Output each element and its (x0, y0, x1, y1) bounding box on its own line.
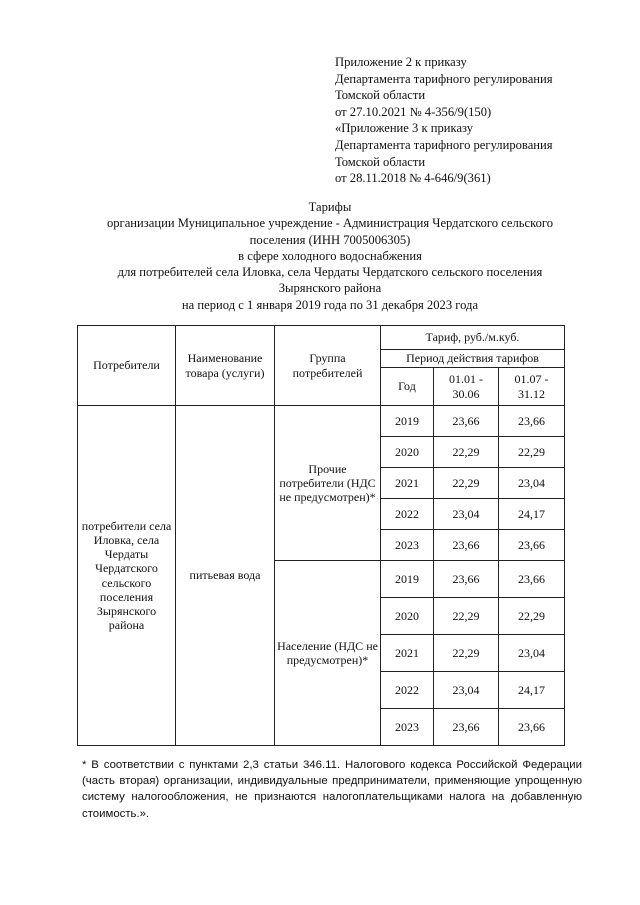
year-cell: 2022 (381, 499, 434, 530)
year-cell: 2020 (381, 598, 434, 635)
year-cell: 2022 (381, 672, 434, 709)
header-product: Наименование товара (услуги) (176, 326, 275, 406)
group-cell: Население (НДС не предусмотрен)* (275, 561, 381, 746)
year-cell: 2023 (381, 709, 434, 746)
tariff-cell: 23,04 (499, 468, 565, 499)
tariff-cell: 23,66 (499, 709, 565, 746)
annex-line: Томской области (335, 154, 426, 169)
annex-line: от 27.10.2021 № 4-356/9(150) (335, 104, 492, 119)
tariff-cell: 22,29 (499, 598, 565, 635)
annex-line: от 28.11.2018 № 4-646/9(361) (335, 171, 491, 186)
year-cell: 2020 (381, 437, 434, 468)
year-cell: 2021 (381, 468, 434, 499)
tariff-cell: 22,29 (434, 635, 499, 672)
group-cell: Прочие потребители (НДС не предусмотрен)* (275, 406, 381, 561)
tariff-cell: 22,29 (434, 468, 499, 499)
tariff-cell: 23,04 (434, 499, 499, 530)
tariff-cell: 22,29 (499, 437, 565, 468)
heading-line: поселения (ИНН 7005006305) (249, 232, 411, 247)
heading-line: на период с 1 января 2019 года по 31 декабря 2023 года (181, 297, 479, 312)
product-cell: питьевая вода (176, 406, 275, 746)
table-row (78, 406, 565, 437)
tariff-table (77, 325, 565, 746)
tariff-cell: 23,66 (434, 530, 499, 561)
header-consumers: Потребители (78, 326, 176, 406)
tariff-cell: 23,66 (434, 709, 499, 746)
document-heading (60, 199, 600, 313)
tariff-cell: 23,66 (499, 561, 565, 598)
annex-reference (335, 54, 625, 187)
annex-line: Департамента тарифного регулирования (335, 71, 553, 86)
annex-line: Департамента тарифного регулирования (335, 137, 553, 152)
tariff-cell: 23,66 (499, 530, 565, 561)
tariff-cell: 24,17 (499, 672, 565, 709)
footnote: * В соответствии с пунктами 2,3 статьи 346.11. Налогового кодекса Российской Федерации (часть вторая) организации, индивидуальные предприниматели, применяющие упрощенную систему налогообложения, не признаются налогоплательщиками налога на добавленную стоимость.». (82, 759, 582, 820)
document-title: Тарифы (308, 200, 352, 214)
header-group: Группа потребителей (275, 326, 381, 406)
year-cell: 2019 (381, 406, 434, 437)
header-half1: 01.01 - 30.06 (434, 368, 499, 406)
header-tariff: Тариф, руб./м.куб. (381, 326, 565, 350)
annex-line: Томской области (335, 88, 426, 103)
consumers-cell: потребители села Иловка, села Чердаты Чердатского сельского поселения Зырянского района (78, 406, 176, 746)
tariff-cell: 22,29 (434, 598, 499, 635)
year-cell: 2021 (381, 635, 434, 672)
tariff-cell: 23,66 (434, 406, 499, 437)
heading-line: Зырянского района (278, 281, 382, 296)
tariff-cell: 23,04 (499, 635, 565, 672)
year-cell: 2023 (381, 530, 434, 561)
annex-line: Приложение 2 к приказу (335, 55, 467, 69)
year-cell: 2019 (381, 561, 434, 598)
heading-line: в сфере холодного водоснабжения (238, 248, 422, 263)
tariff-cell: 23,04 (434, 672, 499, 709)
tariff-cell: 22,29 (434, 437, 499, 468)
tariff-cell: 23,66 (499, 406, 565, 437)
heading-line: организации Муниципальное учреждение - Администрация Чердатского сельского (106, 216, 554, 231)
header-year: Год (381, 368, 434, 406)
header-period: Период действия тарифов (381, 350, 565, 368)
tariff-cell: 23,66 (434, 561, 499, 598)
header-half2: 01.07 - 31.12 (499, 368, 565, 406)
annex-line: «Приложение 3 к приказу (335, 121, 474, 136)
tariff-cell: 24,17 (499, 499, 565, 530)
table-header-row (78, 326, 565, 350)
heading-line: для потребителей села Иловка, села Чердаты Чердатского сельского поселения (117, 265, 543, 280)
